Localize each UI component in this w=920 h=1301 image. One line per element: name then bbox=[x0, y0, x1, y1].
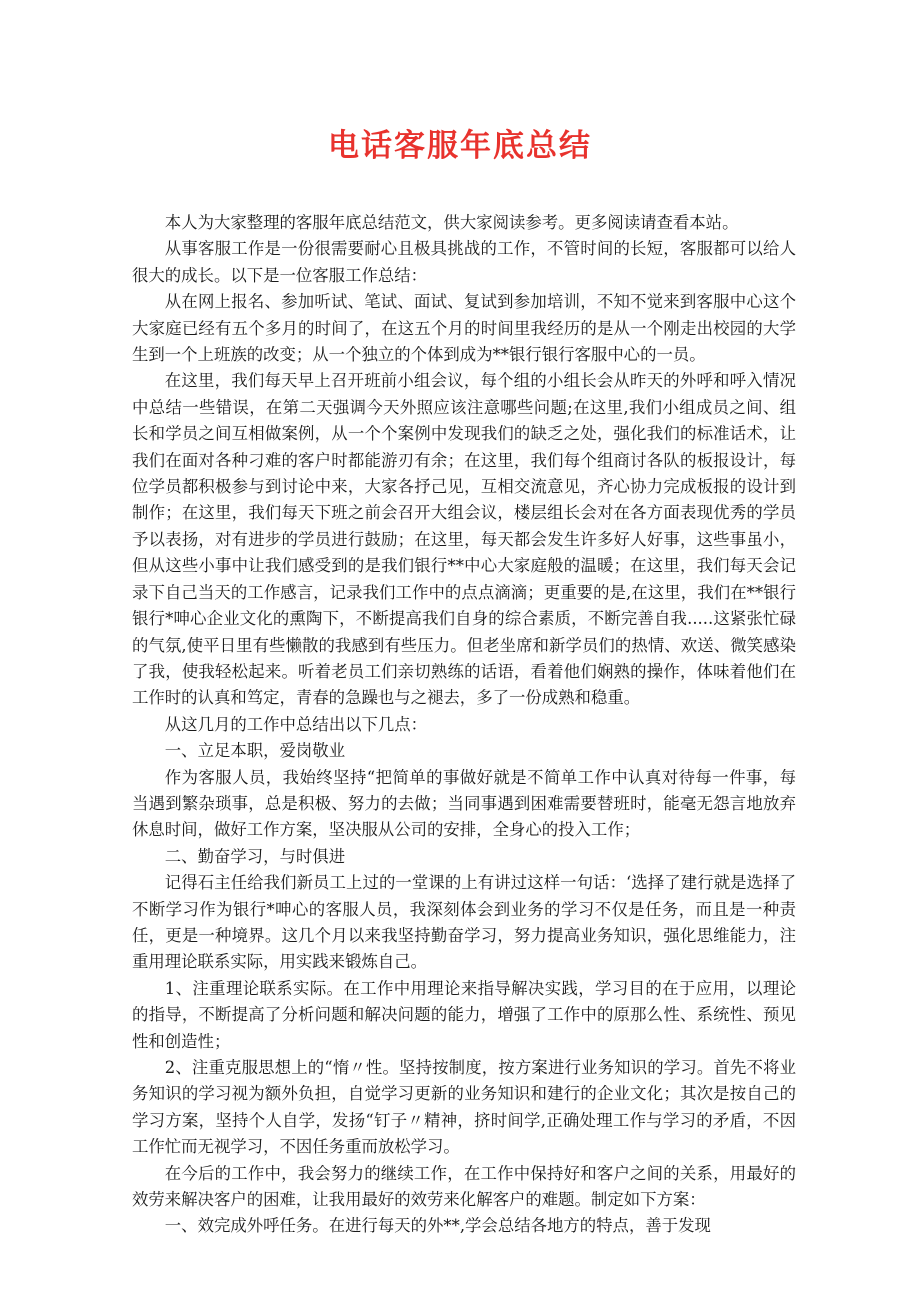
paragraph: 本人为大家整理的客服年底总结范文，供大家阅读参考。更多阅读请查看本站。 bbox=[164, 213, 739, 232]
paragraph: 一、效完成外呼任务。在进行每天的外**,学会总结各地方的特点，善于发现 bbox=[164, 1216, 711, 1236]
paragraph: 从事客服工作是一份很需要耐心且极具挑战的工作，不管时间的长短，客服都可以给人很大的成长。以下是一位客服工作总结： bbox=[132, 239, 796, 285]
document-body bbox=[132, 210, 796, 1240]
paragraph: 2、注重克服思想上的“惰〃性。坚持按制度，按方案进行业务知识的学习。首先不将业务知识的学习视为额外负担，自觉学习更新的业务知识和建行的企业文化；其次是按自己的学习方案，坚持个人自学，发扬“钉子〃精神，挤时间学,正确处理工作与学习的矛盾，不因工作忙而无视学习，不因任务重而放松学习。 bbox=[132, 1058, 796, 1157]
paragraph: 在这里，我们每天早上召开班前小组会议，每个组的小组长会从昨天的外呼和呼入情况中总结一些错误，在第二天强调今天外照应该注意哪些问题;在这里,我们小组成员之间、组长和学员之间互相做案例，从一个个案例中发现我们的缺乏之处，强化我们的标准话术，让我们在面对各种刁难的客户时都能游刃有余；在这里，我们每个组商讨各队的板报设计，每位学员都积极参与到讨论中来，大家各抒己见，互相交流意见，齐心协力完成板报的设计到制作；在这里，我们每天下班之前会召开大组会议，楼层组长会对在各方面表现优秀的学员予以表扬，对有进步的学员进行鼓励；在这里，每天都会发生许多好人好事，这些事虽小，但从这些小事中让我们感受到的是我们银行**中心大家庭般的温暖；在这里，我们每天会记录下自己当天的工作感言，记录我们工作中的点点滴滴；更重要的是,在这里，我们在**银行银行*呻心企业文化的熏陶下，不断提高我们自身的综合素质，不断完善自我.....这紧张忙碌的气氛,使平日里有些懒散的我感到有些压力。但老坐席和新学员们的热情、欢送、微笑感染了我，使我轻松起来。听着老员工们亲切熟练的话语，看着他们娴熟的操作，体味着他们在工作时的认真和笃定，青春的急躁也与之褪去，多了一份成熟和稳重。 bbox=[132, 371, 796, 708]
page-title: 电话客服年底总结 bbox=[328, 128, 592, 164]
section-heading: 二、勤奋学习，与时俱进 bbox=[164, 846, 346, 866]
paragraph: 记得石主任给我们新员工上过的一堂课的上有讲过这样一句话：‘选择了建行就是选择了不断学习作为银行*呻心的客服人员，我深刻体会到业务的学习不仅是任务，而且是一种责任，更是一种境界。这几个月以来我坚持勤奋学习，努力提高业务知识，强化思维能力，注重用理论联系实际，用实践来锻炼自己。 bbox=[132, 873, 796, 972]
paragraph: 在今后的工作中，我会努力的继续工作，在工作中保持好和客户之间的关系，用最好的效劳来解决客户的困难，让我用最好的效劳来化解客户的难题。制定如下方案： bbox=[132, 1163, 796, 1210]
paragraph: 1、注重理论联系实际。在工作中用理论来指导解决实践，学习目的在于应用，以理论的指导，不断提高了分析问题和解决问题的能力，增强了工作中的原那么性、系统性、预见性和创造性； bbox=[132, 978, 796, 1051]
section-heading: 一、立足本职，爱岗敬业 bbox=[164, 741, 346, 761]
paragraph: 作为客服人员，我始终坚持“把简单的事做好就是不简单工作中认真对待每一件事，每当遇到繁杂琐事，总是积极、努力的去做；当同事遇到困难需要替班时，能毫无怨言地放弃休息时间，做好工作方案，坚决服从公司的安排，全身心的投入工作； bbox=[132, 767, 796, 840]
paragraph: 从在网上报名、参加听试、笔试、面试、复试到参加培训，不知不觉来到客服中心这个大家庭已经有五个多月的时间了，在这五个月的时间里我经历的是从一个刚走出校园的大学生到一个上班族的改变；从一个独立的个体到成为**银行银行客服中心的一员。 bbox=[132, 292, 796, 365]
paragraph: 从这几月的工作中总结出以下几点： bbox=[164, 714, 428, 734]
